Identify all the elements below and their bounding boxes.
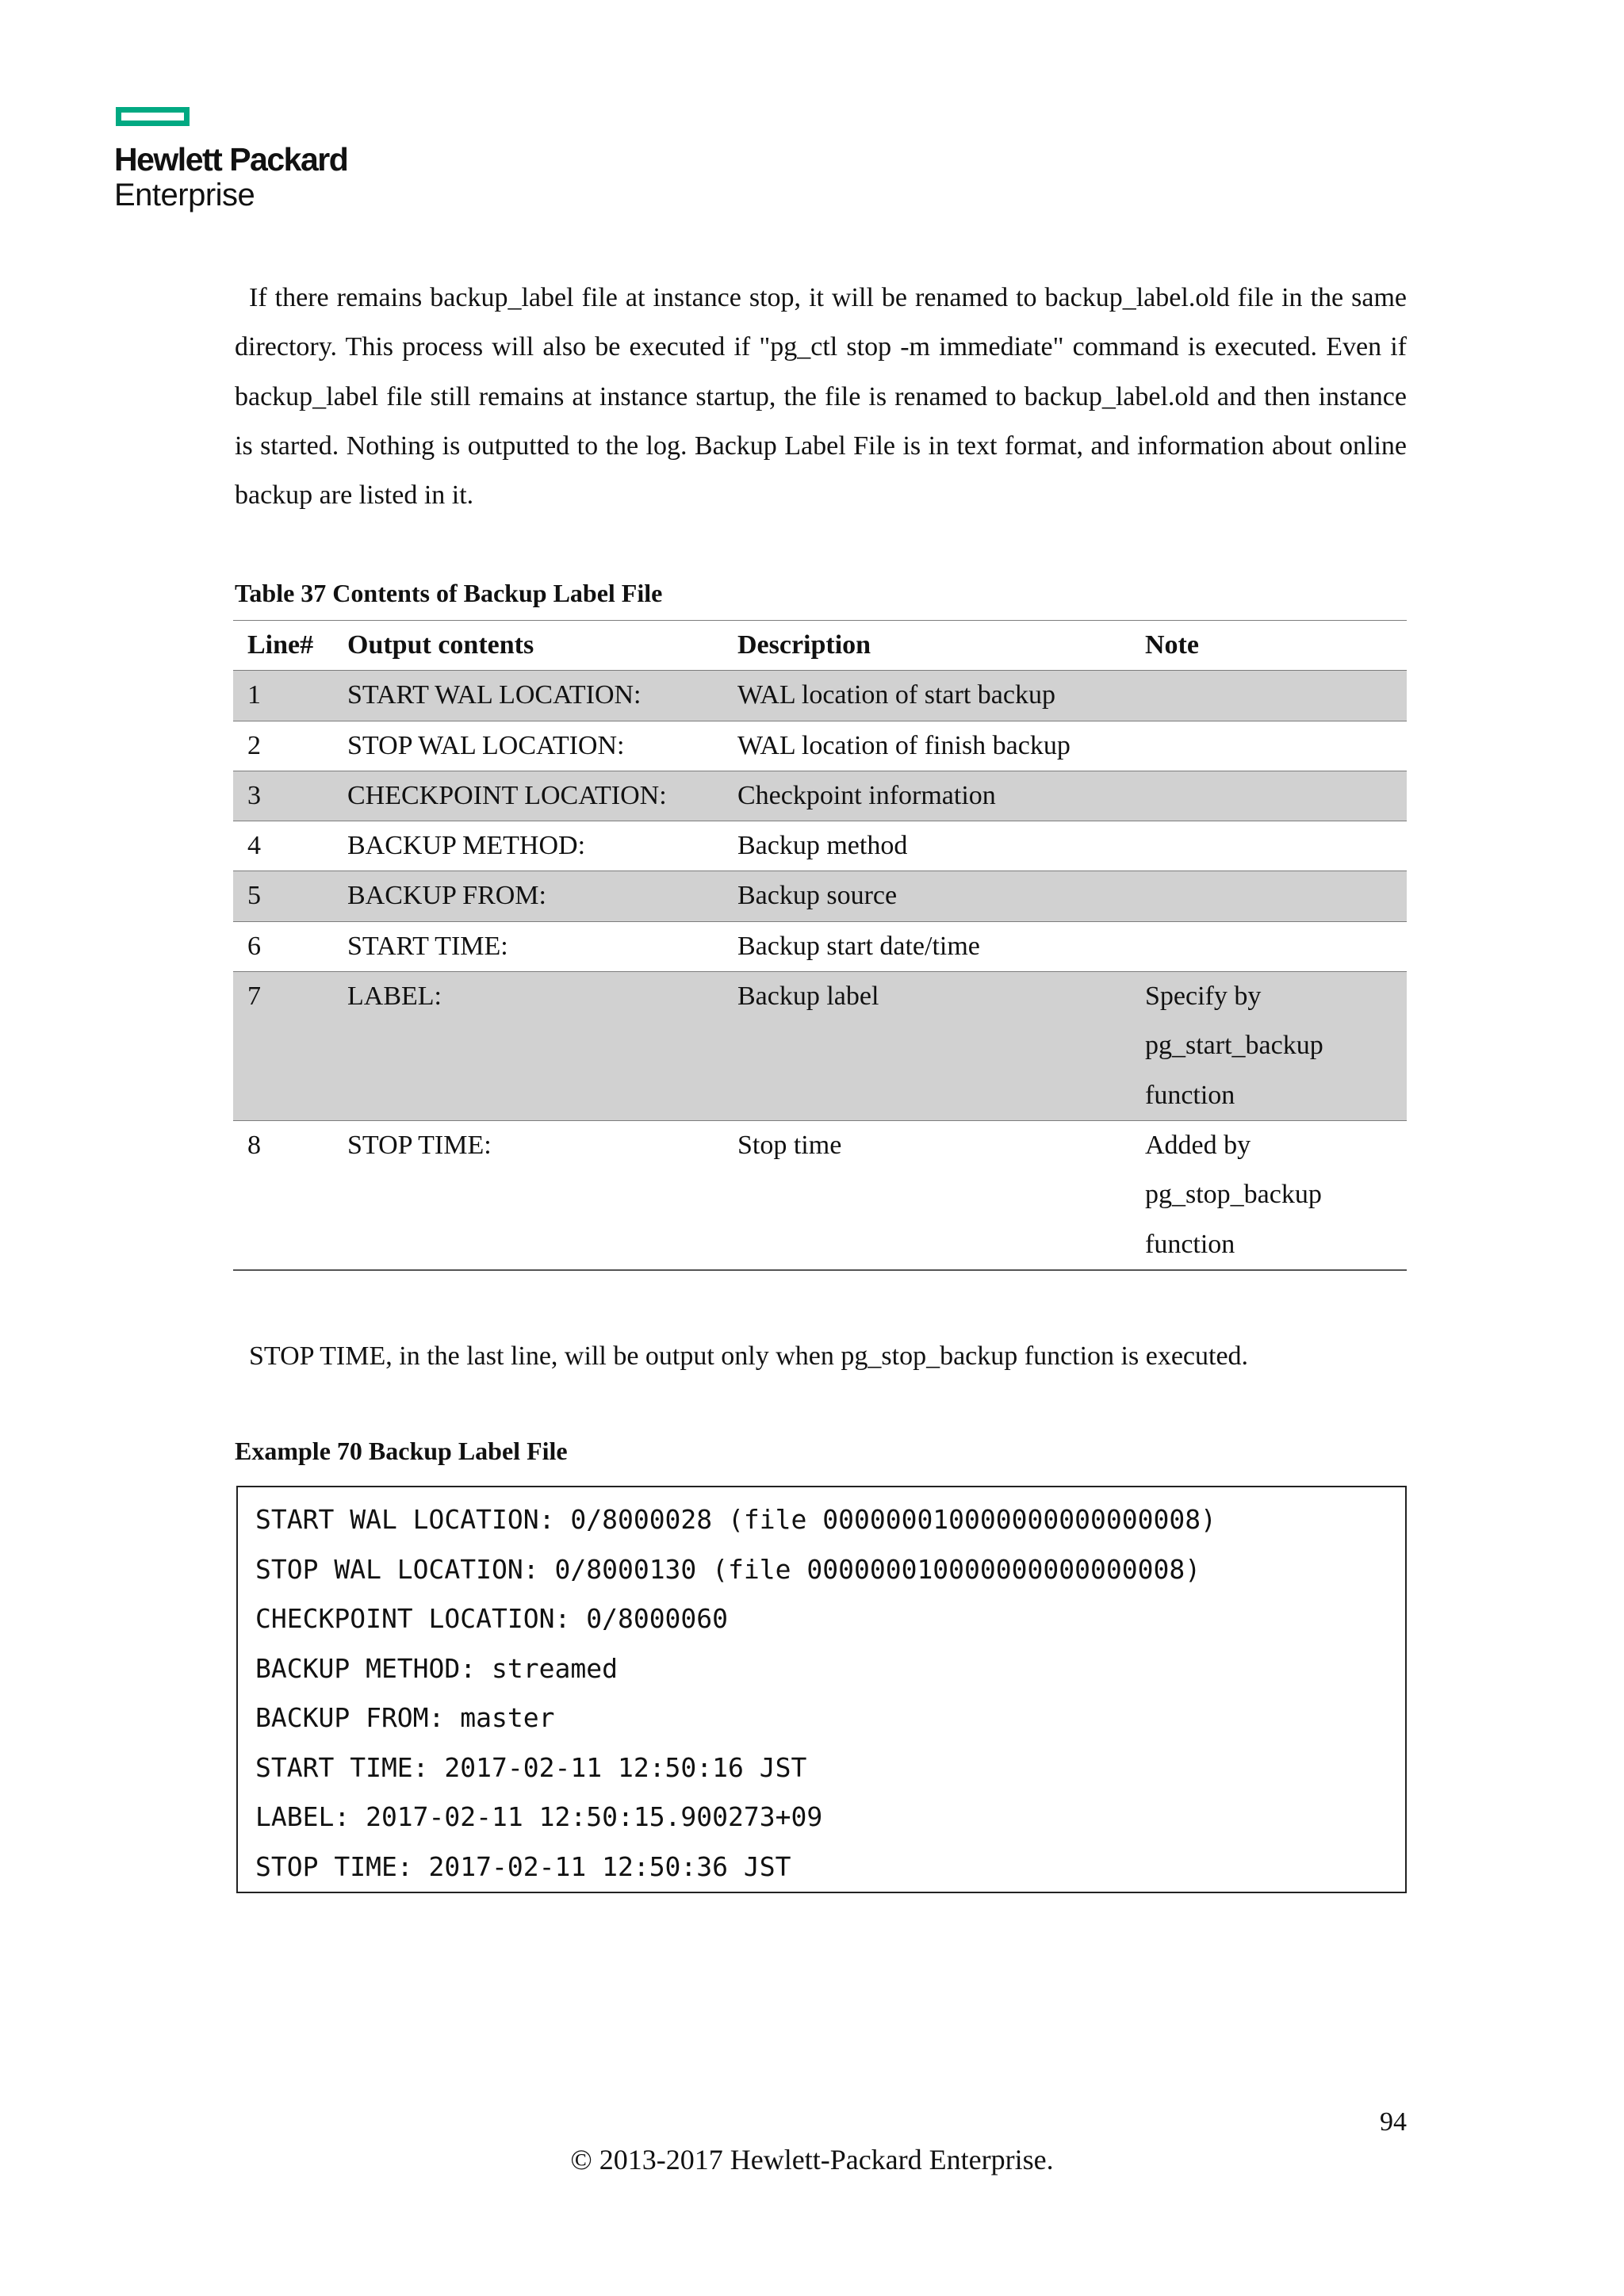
table-row — [233, 671, 1407, 721]
table-row — [233, 871, 1407, 921]
cell-description: Stop time — [723, 1120, 1131, 1269]
cell-line-number: 8 — [233, 1120, 333, 1269]
cell-output-contents: START TIME: — [333, 921, 723, 971]
cell-note — [1131, 921, 1407, 971]
cell-output-contents: LABEL: — [333, 972, 723, 1121]
cell-note — [1131, 821, 1407, 871]
cell-note: Specify by pg_start_backup function — [1131, 972, 1407, 1121]
cell-output-contents: CHECKPOINT LOCATION: — [333, 771, 723, 821]
backup-label-table — [233, 620, 1407, 1271]
code-line: LABEL: 2017-02-11 12:50:15.900273+09 — [255, 1801, 823, 1832]
cell-line-number: 7 — [233, 972, 333, 1121]
cell-output-contents: START WAL LOCATION: — [333, 671, 723, 721]
code-line: CHECKPOINT LOCATION: 0/8000060 — [255, 1603, 729, 1634]
after-table-paragraph: STOP TIME, in the last line, will be output only when pg_stop_backup function is executed. — [249, 1341, 1249, 1371]
cell-output-contents: STOP WAL LOCATION: — [333, 721, 723, 771]
header-output-contents: Output contents — [333, 621, 723, 671]
cell-line-number: 2 — [233, 721, 333, 771]
table-caption: Table 37 Contents of Backup Label File — [235, 579, 663, 607]
cell-output-contents: BACKUP FROM: — [333, 871, 723, 921]
table-row — [233, 1120, 1407, 1269]
code-line: START TIME: 2017-02-11 12:50:16 JST — [255, 1751, 807, 1783]
cell-output-contents: BACKUP METHOD: — [333, 821, 723, 871]
cell-line-number: 6 — [233, 921, 333, 971]
intro-paragraph: If there remains backup_label file at instance stop, it will be renamed to backup_label.old file in the same directory. This process will also be executed if "pg_ctl stop -m immediate" command is executed. Even if backup_label file still remains at instance startup, the file is renamed to backup_label.old and then instance is started. Nothing is outputted to the log. Backup Label File is in text format, and information about online backup are listed in it. — [235, 283, 1407, 511]
code-line: START WAL LOCATION: 0/8000028 (file 000000010000000000000008) — [255, 1504, 1216, 1535]
cell-line-number: 4 — [233, 821, 333, 871]
table-row — [233, 821, 1407, 871]
cell-description: Backup source — [723, 871, 1131, 921]
page-number: 94 — [1380, 2107, 1407, 2137]
header-description: Description — [723, 621, 1131, 671]
table-row — [233, 921, 1407, 971]
cell-description: WAL location of finish backup — [723, 721, 1131, 771]
header-note: Note — [1131, 621, 1407, 671]
header-line-number: Line# — [233, 621, 333, 671]
cell-note: Added by pg_stop_backup function — [1131, 1120, 1407, 1269]
logo-line2: Enterprise — [114, 178, 255, 212]
table-row — [233, 721, 1407, 771]
cell-note — [1131, 671, 1407, 721]
example-caption: Example 70 Backup Label File — [235, 1437, 568, 1465]
cell-description: WAL location of start backup — [723, 671, 1131, 721]
copyright-footer: © 2013-2017 Hewlett-Packard Enterprise. — [570, 2144, 1054, 2175]
cell-description: Backup method — [723, 821, 1131, 871]
cell-note — [1131, 721, 1407, 771]
example-code-block — [236, 1486, 1407, 1893]
cell-note — [1131, 871, 1407, 921]
cell-description: Checkpoint information — [723, 771, 1131, 821]
cell-line-number: 1 — [233, 671, 333, 721]
cell-line-number: 3 — [233, 771, 333, 821]
code-line: BACKUP METHOD: streamed — [255, 1652, 618, 1684]
cell-output-contents: STOP TIME: — [333, 1120, 723, 1269]
code-line: STOP TIME: 2017-02-11 12:50:36 JST — [255, 1850, 791, 1882]
cell-description: Backup start date/time — [723, 921, 1131, 971]
code-line: STOP WAL LOCATION: 0/8000130 (file 000000010000000000000008) — [255, 1553, 1201, 1585]
code-line: BACKUP FROM: master — [255, 1702, 555, 1733]
cell-line-number: 5 — [233, 871, 333, 921]
table-header-row — [233, 621, 1407, 671]
table-row — [233, 771, 1407, 821]
table-row — [233, 972, 1407, 1121]
cell-description: Backup label — [723, 972, 1131, 1121]
logo-line1: Hewlett Packard — [114, 141, 348, 178]
hpe-logo-mark — [116, 107, 190, 126]
cell-note — [1131, 771, 1407, 821]
